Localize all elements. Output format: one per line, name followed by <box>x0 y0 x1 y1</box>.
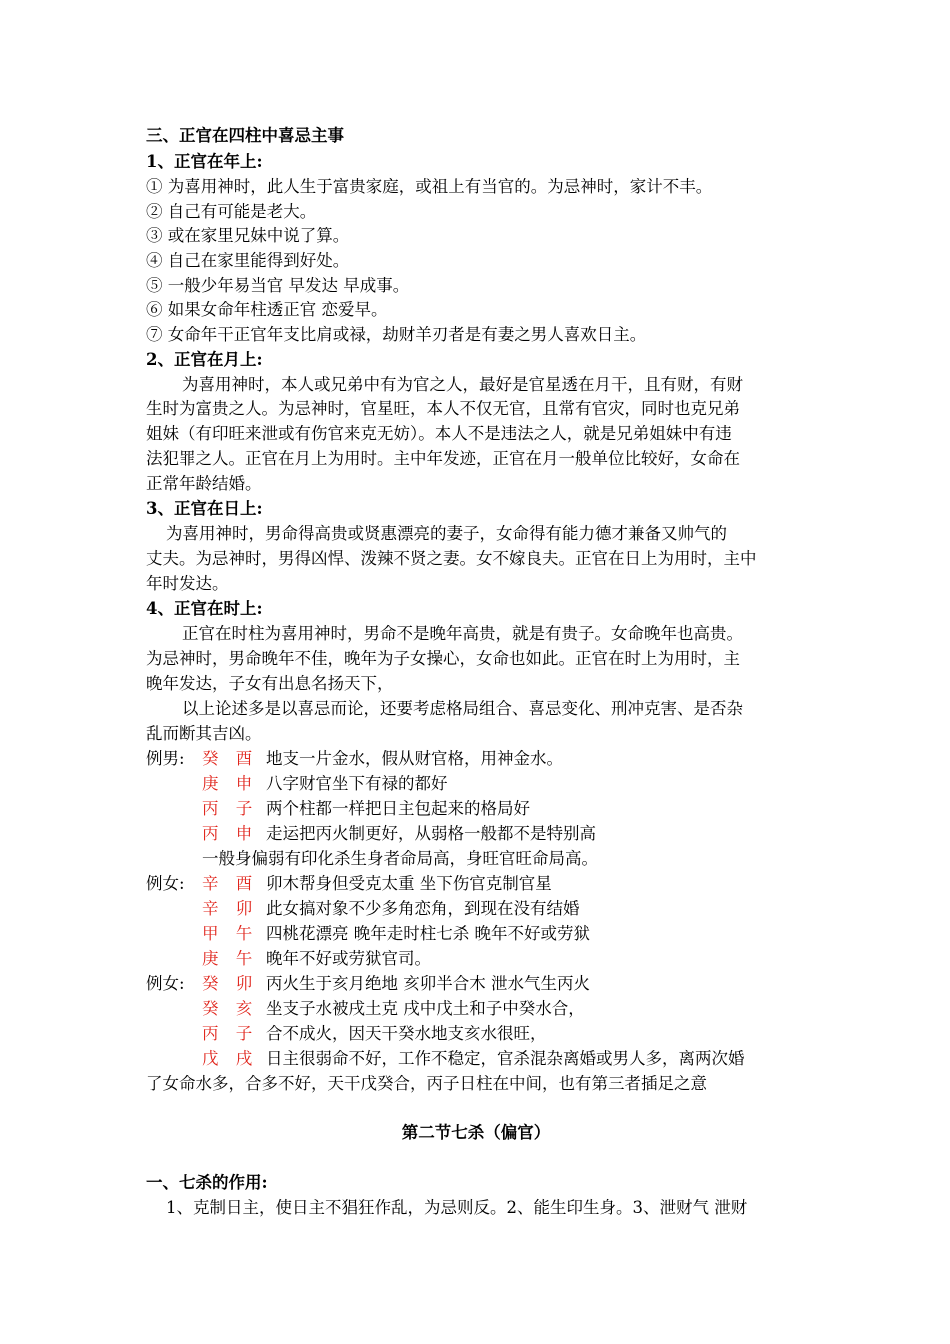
year-item: ③ 或在家里兄妹中说了算。 <box>146 226 350 245</box>
year-item: ⑦ 女命年干正官年支比肩或禄，劫财羊刃者是有妻之男人喜欢日主。 <box>146 325 647 344</box>
example-row <box>146 774 448 794</box>
paragraph-line: 正常年龄结婚。 <box>146 474 262 493</box>
example-text: 晚年不好或劳狱官司。 <box>266 949 431 968</box>
pillar: 甲 午 <box>202 924 259 943</box>
pillar: 戊 戌 <box>202 1049 259 1068</box>
pillar: 癸 酉 <box>202 749 259 768</box>
section-next-title: 第二节七杀（偏官） <box>401 1123 551 1142</box>
year-item: ④ 自己在家里能得到好处。 <box>146 251 350 270</box>
example-row <box>146 999 585 1019</box>
example-row <box>146 949 431 969</box>
paragraph-line: 年时发达。 <box>146 574 229 593</box>
paragraph-line: 晚年发达，子女有出息名扬天下， <box>146 674 394 693</box>
day-heading: 3、正官在日上: <box>146 499 263 518</box>
example-row <box>146 1049 745 1069</box>
example-note: 一般身偏弱有印化杀生身者命局高，身旺官旺命局高。 <box>202 849 598 868</box>
example-text: 合不成火，因天干癸水地支亥水很旺， <box>266 1024 547 1043</box>
pillar: 丙 子 <box>202 799 259 818</box>
example-label: 例女: <box>146 874 185 893</box>
example-text: 此女搞对象不少多角恋角，到现在没有结婚 <box>266 899 580 918</box>
example-label: 例女: <box>146 974 185 993</box>
paragraph-line: 法犯罪之人。正官在月上为用时。主中年发迹，正官在月一般单位比较好，女命在 <box>146 449 740 468</box>
pillar: 辛 酉 <box>202 874 259 893</box>
example-tail: 了女命水多，合多不好，天干戊癸合，丙子日柱在中间，也有第三者插足之意 <box>146 1074 707 1093</box>
example-row <box>146 824 596 844</box>
pillar: 丙 申 <box>202 824 259 843</box>
paragraph-line: 正官在时柱为喜用神时，男命不是晚年高贵，就是有贵子。女命晚年也高贵。 <box>182 624 743 643</box>
paragraph-line: 为喜用神时，男命得高贵或贤惠漂亮的妻子，女命得有能力德才兼备又帅气的 <box>166 524 727 543</box>
example-text: 四桃花漂亮 晚年走时柱七杀 晚年不好或劳狱 <box>266 924 590 943</box>
pillar: 辛 卯 <box>202 899 259 918</box>
example-label: 例男: <box>146 749 185 768</box>
paragraph-line: 姐妹（有印旺来泄或有伤官来克无妨）。本人不是违法之人，就是兄弟姐妹中有违 <box>146 424 732 443</box>
example-row <box>146 899 580 919</box>
summary-line: 乱而断其吉凶。 <box>146 724 262 743</box>
pillar: 丙 子 <box>202 1024 259 1043</box>
example-text: 日主很弱命不好，工作不稳定，官杀混杂离婚或男人多，离两次婚 <box>266 1049 745 1068</box>
year-item: ⑥ 如果女命年柱透正官 恋爱早。 <box>146 300 388 319</box>
month-heading: 2、正官在月上: <box>146 350 263 369</box>
year-item: ⑤ 一般少年易当官 早发达 早成事。 <box>146 276 410 295</box>
paragraph-line: 丈夫。为忌神时，男得凶悍、泼辣不贤之妻。女不嫁良夫。正官在日上为用时，主中 <box>146 549 757 568</box>
example-row <box>146 749 563 769</box>
pillar: 癸 亥 <box>202 999 259 1018</box>
pillar: 庚 午 <box>202 949 259 968</box>
example-row <box>146 874 552 894</box>
example-text: 丙火生于亥月绝地 亥卯半合木 泄水气生丙火 <box>266 974 590 993</box>
pillar: 癸 卯 <box>202 974 259 993</box>
pillar: 庚 申 <box>202 774 259 793</box>
paragraph-line: 1、克制日主，使日主不猖狂作乱，为忌则反。2、能生印生身。3、泄财气 泄财 <box>166 1198 748 1217</box>
example-text: 地支一片金水，假从财官格，用神金水。 <box>266 749 563 768</box>
summary-line: 以上论述多是以喜忌而论，还要考虑格局组合、喜忌变化、刑冲克害、是否杂 <box>182 699 743 718</box>
section-title: 三、正官在四柱中喜忌主事 <box>146 126 344 145</box>
section-next-subheading: 一、七杀的作用: <box>146 1173 268 1192</box>
example-text: 卯木帮身但受克太重 坐下伤官克制官星 <box>266 874 552 893</box>
example-text: 坐支子水被戌土克 戌中戊土和子中癸水合， <box>266 999 585 1018</box>
paragraph-line: 为喜用神时，本人或兄弟中有为官之人，最好是官星透在月干，且有财，有财 <box>182 375 743 394</box>
year-item: ② 自己有可能是老大。 <box>146 202 317 221</box>
hour-heading: 4、正官在时上: <box>146 599 263 618</box>
example-text: 走运把丙火制更好，从弱格一般都不是特别高 <box>266 824 596 843</box>
year-heading: 1、正官在年上: <box>146 152 263 171</box>
example-text: 两个柱都一样把日主包起来的格局好 <box>266 799 530 818</box>
paragraph-line: 为忌神时，男命晚年不佳，晚年为子女操心，女命也如此。正官在时上为用时，主 <box>146 649 740 668</box>
example-text: 八字财官坐下有禄的都好 <box>266 774 448 793</box>
example-row <box>146 924 590 944</box>
year-item: ① 为喜用神时，此人生于富贵家庭，或祖上有当官的。为忌神时，家计不丰。 <box>146 177 713 196</box>
example-row <box>146 1024 547 1044</box>
example-row <box>146 974 590 994</box>
paragraph-line: 生时为富贵之人。为忌神时，官星旺，本人不仅无官，且常有官灾，同时也克兄弟 <box>146 399 740 418</box>
example-row <box>146 799 530 819</box>
